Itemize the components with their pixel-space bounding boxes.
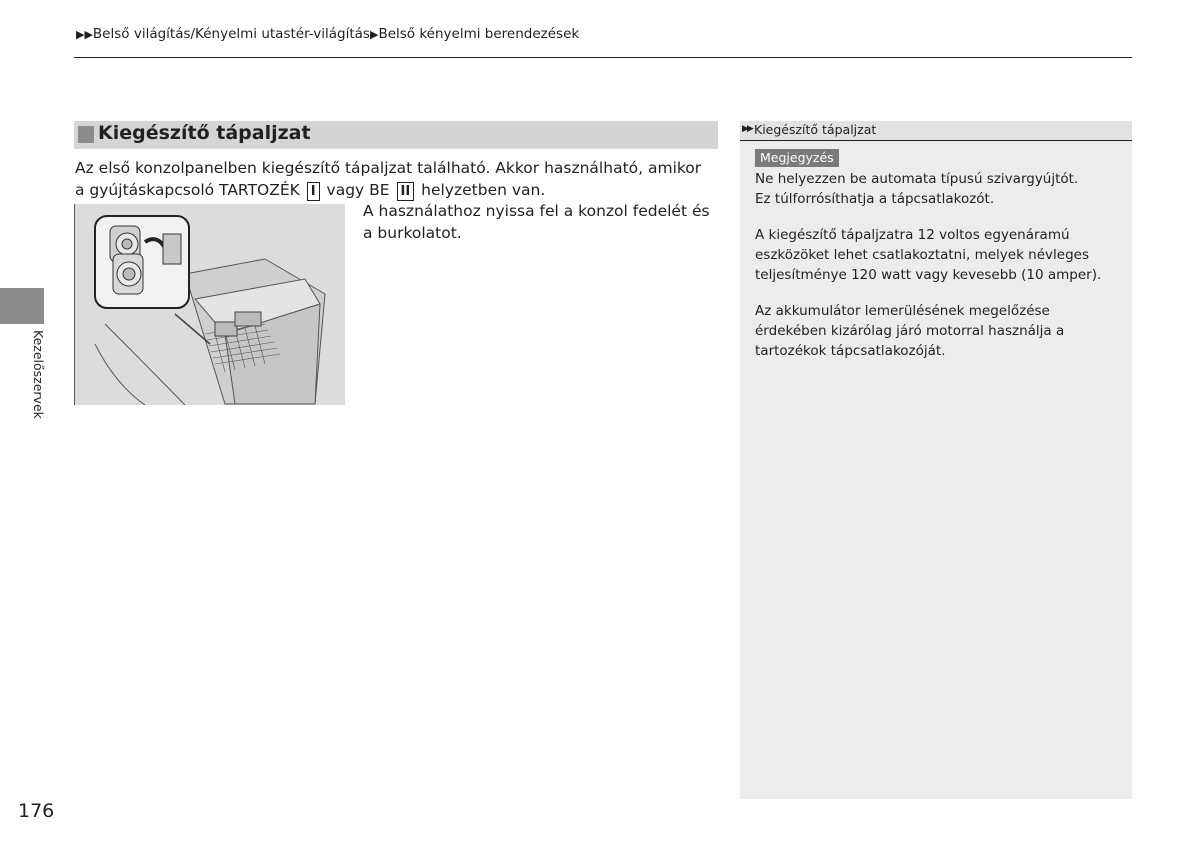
battery-paragraph: Az akkumulátor lemerülésének megelőzése érdekében kizárólag járó motorral használja a tartozékok tápcsatlakozóját.: [755, 303, 1065, 359]
arrow-icon: ▶: [369, 28, 379, 41]
note-line-2: Ez túlforrósíthatja a tápcsatlakozót.: [755, 191, 995, 207]
breadcrumb-part1: Belső világítás/Kényelmi utastér-világítás: [92, 26, 370, 42]
page-number: 176: [18, 800, 55, 822]
intro-paragraph: [75, 157, 715, 201]
intro-text-middle: vagy BE: [326, 181, 390, 199]
breadcrumb-part2: Belső kényelmi berendezések: [378, 26, 580, 42]
breadcrumb: [76, 26, 579, 42]
usage-caption: A használathoz nyissa fel a konzol fedelét és a burkolatot.: [363, 202, 710, 242]
side-panel-title: Kiegészítő tápaljzat: [754, 122, 877, 137]
intro-text: Az első konzolpanelben kiegészítő tápaljzat található. Akkor használható, amikor a gyújtáskapcsoló TARTOZÉK: [75, 159, 702, 199]
section-header: [74, 121, 718, 149]
voltage-paragraph: A kiegészítő tápaljzatra 12 voltos egyenáramú eszközöket lehet csatlakoztatni, melyek névleges teljesítménye 120 watt vagy kevesebb (10 amper).: [755, 227, 1102, 283]
double-arrow-icon: ▶▶: [742, 124, 752, 134]
note-paragraph: [755, 169, 1115, 209]
side-note-panel: [740, 121, 1132, 799]
power-socket-illustration: [74, 204, 345, 405]
double-arrow-icon: ▶▶: [76, 28, 93, 41]
key-position-accessory: I: [307, 182, 320, 201]
note-line-1: Ne helyezzen be automata típusú szivargyújtót.: [755, 171, 1079, 187]
side-panel-header: [740, 121, 1132, 141]
note-badge: Megjegyzés: [755, 149, 839, 167]
console-drawing: [75, 204, 345, 405]
key-position-on: II: [397, 182, 415, 201]
section-square-icon: [78, 126, 94, 143]
chapter-tab: [0, 288, 44, 324]
chapter-tab-label: Kezelőszervek: [31, 330, 46, 419]
intro-text-end: helyzetben van.: [421, 181, 546, 199]
section-title: Kiegészítő tápaljzat: [98, 122, 311, 144]
header-divider: [74, 57, 1132, 58]
